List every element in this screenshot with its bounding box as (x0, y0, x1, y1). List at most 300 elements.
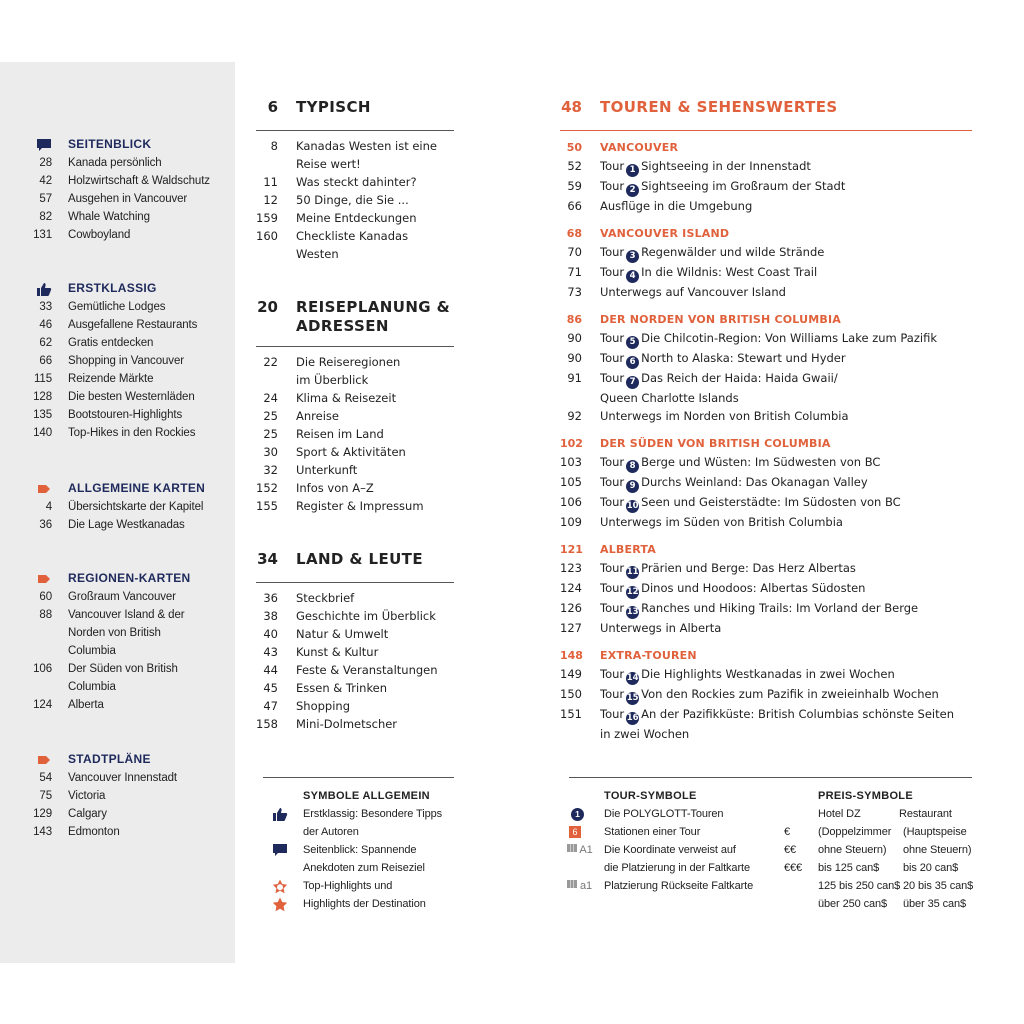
page-number: 73 (567, 285, 582, 299)
legend-text: der Autoren (303, 826, 359, 838)
page-number: 54 (39, 772, 52, 784)
item-label: Was steckt dahinter? (296, 175, 417, 189)
list-item (560, 685, 972, 705)
item-label: Columbia (68, 645, 116, 657)
item-text: Unterwegs im Süden von British Columbia (600, 515, 843, 529)
page-number: 32 (263, 463, 278, 477)
item-label: Die besten Westernläden (68, 391, 195, 403)
list-item (560, 513, 972, 531)
item-label: Großraum Vancouver (68, 591, 176, 603)
page-number: 8 (270, 139, 278, 153)
tour-word: Tour (600, 159, 625, 173)
item-label (600, 263, 972, 283)
tour-word: Tour (600, 707, 625, 721)
page-number: 52 (567, 159, 582, 173)
item-label: im Überblick (296, 373, 369, 387)
list-item (0, 805, 235, 823)
thumbs-up-icon (36, 282, 52, 296)
list-item (256, 209, 454, 227)
page-number: 4 (45, 501, 52, 513)
section-header (560, 96, 972, 131)
item-label (600, 407, 972, 425)
item-label: Reisen im Land (296, 427, 384, 441)
page-number: 25 (263, 427, 278, 441)
subsection-header (560, 139, 972, 157)
page-number: 115 (33, 373, 52, 385)
sidebar-section-stadtplaene (0, 751, 235, 841)
section-title: REGIONEN-KARTEN (68, 571, 191, 585)
item-label: Ausgefallene Restaurants (68, 319, 198, 331)
tour-number-badge: 14 (626, 673, 639, 683)
list-item (256, 661, 454, 679)
page-number: 88 (39, 609, 52, 621)
price-header-restaurant: Restaurant (899, 808, 952, 820)
list-item (560, 369, 972, 389)
item-label: Sport & Aktivitäten (296, 445, 406, 459)
page-number: 155 (256, 499, 278, 513)
item-label: Feste & Veranstaltungen (296, 663, 438, 677)
page-number: 124 (33, 699, 52, 711)
section-title: TOUREN & SEHENSWERTES (600, 98, 838, 116)
list-item (0, 696, 235, 714)
item-text: Dinos und Hoodoos: Albertas Südosten (641, 581, 866, 595)
page-number: 124 (560, 581, 582, 595)
list-item (0, 406, 235, 424)
list-item (0, 678, 235, 696)
tour-word: Tour (600, 667, 625, 681)
list-item (560, 665, 972, 685)
item-label (600, 665, 972, 685)
tour-word: Tour (600, 475, 625, 489)
page-number: 45 (263, 681, 278, 695)
page-number: 91 (567, 371, 582, 385)
page-number: 38 (263, 609, 278, 623)
list-item (256, 425, 454, 443)
page-number: 43 (263, 645, 278, 659)
page-number: 128 (33, 391, 52, 403)
tour-word: Tour (600, 351, 625, 365)
item-label: Top-Hikes in den Rockies (68, 427, 196, 439)
page-number: 151 (560, 707, 582, 721)
list-item (256, 679, 454, 697)
price-restaurant: bis 20 can$ (903, 862, 959, 874)
item-label: Calgary (68, 808, 107, 820)
tour-number-badge: 13 (626, 607, 639, 617)
item-label (600, 513, 972, 531)
list-item (0, 642, 235, 660)
item-label: Die Lage Westkanadas (68, 519, 185, 531)
tour-word: Tour (600, 265, 625, 279)
list-item (0, 498, 235, 516)
map-coordinate: a1 (579, 880, 593, 892)
list-item (0, 606, 235, 624)
thumbs-up-icon (272, 807, 288, 827)
item-text: Sightseeing in der Innenstadt (641, 159, 811, 173)
page-number: 11 (263, 175, 278, 189)
tour-number-badge: 16 (626, 713, 639, 723)
section-title: ERSTKLASSIG (68, 281, 157, 295)
list-item (256, 227, 454, 245)
sidebar-section-erstklassig (0, 280, 235, 442)
item-text: Die Highlights Westkanadas in zwei Wochen (641, 667, 895, 681)
item-label (600, 685, 972, 705)
item-label: Mini-Dolmetscher (296, 717, 398, 731)
tour-number-badge: 7 (626, 376, 639, 389)
list-item (256, 389, 454, 407)
list-item (0, 660, 235, 678)
item-label (600, 619, 972, 637)
list-item (256, 607, 454, 625)
list-item (560, 177, 972, 197)
item-label (600, 369, 972, 389)
page-number: 131 (33, 229, 52, 241)
list-item (0, 172, 235, 190)
page-number: 22 (263, 355, 278, 369)
section-page: 48 (561, 98, 582, 116)
page-number: 152 (256, 481, 278, 495)
page-number: 30 (263, 445, 278, 459)
list-item (0, 334, 235, 352)
page-number: 106 (560, 495, 582, 509)
subsection-header (560, 435, 972, 453)
map-grid-icon (567, 841, 593, 859)
tour-badge-icon: 1 (571, 808, 584, 821)
item-label: Die Reiseregionen (296, 355, 401, 369)
tour-number-badge: 15 (626, 693, 639, 703)
legend-text: Stationen einer Tour (604, 826, 701, 838)
legend-text: Die POLYGLOTT-Touren (604, 808, 724, 820)
item-label: Checkliste Kanadas (296, 229, 409, 243)
item-label (600, 389, 972, 407)
price-symbol: €€ (784, 844, 797, 856)
item-text: Ausflüge in die Umgebung (600, 199, 753, 213)
subsection-header (560, 541, 972, 559)
tour-number-badge: 9 (626, 480, 639, 493)
list-item (560, 157, 972, 177)
item-label (600, 473, 972, 493)
item-text: Queen Charlotte Islands (600, 391, 739, 405)
page-number: 44 (263, 663, 278, 677)
subsection-header (560, 647, 972, 665)
price-header-hotel: Hotel DZ (818, 808, 861, 820)
item-label: Reise wert! (296, 157, 361, 171)
price-restaurant: über 35 can$ (903, 898, 967, 910)
page-number: 126 (560, 601, 582, 615)
item-text: Seen und Geisterstädte: Im Südosten von BC (641, 495, 901, 509)
list-item (256, 353, 454, 371)
item-text: An der Pazifikküste: British Columbias schönste Seiten (641, 707, 954, 721)
subsection-title: DER SÜDEN VON BRITISH COLUMBIA (600, 437, 831, 450)
item-label: Kanada persönlich (68, 157, 162, 169)
page-number: 42 (39, 175, 52, 187)
speech-bubble-icon (36, 138, 52, 152)
page-number: 28 (39, 157, 52, 169)
list-item (256, 643, 454, 661)
list-item (0, 624, 235, 642)
item-label: Ausgehen in Vancouver (68, 193, 188, 205)
list-item (560, 389, 972, 407)
list-item (256, 191, 454, 209)
sidebar-section-allgemeine-karten (0, 480, 235, 534)
page-number: 36 (263, 591, 278, 605)
list-item (256, 625, 454, 643)
item-text: Unterwegs auf Vancouver Island (600, 285, 786, 299)
page-number: 36 (39, 519, 52, 531)
page-number: 90 (567, 331, 582, 345)
section-typisch (256, 96, 454, 263)
subsection-title: VANCOUVER ISLAND (600, 227, 730, 240)
list-item (0, 588, 235, 606)
item-label: Edmonton (68, 826, 120, 838)
item-label (600, 349, 972, 369)
subsection-header (560, 311, 972, 329)
item-label: Kunst & Kultur (296, 645, 379, 659)
list-item (560, 197, 972, 215)
list-item (0, 769, 235, 787)
item-label: Klima & Reisezeit (296, 391, 397, 405)
tour-word: Tour (600, 371, 625, 385)
station-badge-icon: 6 (569, 826, 581, 838)
item-label: 50 Dinge, die Sie ... (296, 193, 409, 207)
list-item (0, 298, 235, 316)
subsection-page: 86 (566, 313, 582, 326)
item-label: Shopping (296, 699, 351, 713)
price-hotel: (Doppelzimmer (818, 826, 892, 838)
section-page: 20 (257, 298, 278, 316)
item-text: North to Alaska: Stewart und Hyder (641, 351, 846, 365)
item-label: Columbia (68, 681, 116, 693)
section-page: 34 (257, 550, 278, 568)
section-touren (560, 96, 972, 743)
list-item (256, 479, 454, 497)
tour-word: Tour (600, 601, 625, 615)
page-number: 106 (33, 663, 52, 675)
item-label: Gemütliche Lodges (68, 301, 166, 313)
page-number: 92 (567, 409, 582, 423)
item-label (600, 599, 972, 619)
price-hotel: 125 bis 250 can$ (818, 880, 901, 892)
legend-title: PREIS-SYMBOLE (818, 790, 913, 802)
divider (263, 777, 454, 778)
item-label (600, 453, 972, 473)
item-text: in zwei Wochen (600, 727, 690, 741)
item-label: Bootstouren-Highlights (68, 409, 183, 421)
list-item (560, 559, 972, 579)
page-number: 40 (263, 627, 278, 641)
item-label: Der Süden von British (68, 663, 178, 675)
item-label: Holzwirtschaft & Waldschutz (68, 175, 210, 187)
item-label: Alberta (68, 699, 104, 711)
subsection-page: 102 (560, 437, 583, 450)
item-text: Prärien und Berge: Das Herz Albertas (641, 561, 856, 575)
item-label: Register & Impressum (296, 499, 424, 513)
item-label: Vancouver Island & der (68, 609, 185, 621)
page-number: 160 (256, 229, 278, 243)
tour-number-badge: 10 (626, 501, 639, 511)
item-text: Von den Rockies zum Pazifik in zweieinhalb Wochen (641, 687, 939, 701)
item-label (600, 493, 972, 513)
list-item (0, 424, 235, 442)
page-number: 62 (39, 337, 52, 349)
item-label (600, 329, 972, 349)
arrow-tag-icon (36, 482, 52, 496)
section-header (256, 548, 454, 583)
item-label: Victoria (68, 790, 106, 802)
page-number: 105 (560, 475, 582, 489)
legend-text: Erstklassig: Besondere Tipps (303, 808, 443, 820)
subsection-title: ALBERTA (600, 543, 656, 556)
item-text: In die Wildnis: West Coast Trail (641, 265, 818, 279)
list-item (0, 516, 235, 534)
section-header (256, 96, 454, 131)
price-symbol: € (784, 826, 791, 838)
list-item (560, 453, 972, 473)
price-restaurant: ohne Steuern) (903, 844, 972, 856)
page-number: 103 (560, 455, 582, 469)
list-item (256, 697, 454, 715)
page-number: 143 (33, 826, 52, 838)
page-number: 59 (567, 179, 582, 193)
legend-text: Platzierung Rückseite Faltkarte (604, 880, 754, 892)
page-number: 12 (263, 193, 278, 207)
item-label: Infos von A–Z (296, 481, 374, 495)
item-label (600, 705, 972, 725)
map-coordinate: A1 (579, 844, 593, 856)
page-number: 109 (560, 515, 582, 529)
item-text: Berge und Wüsten: Im Südwesten von BC (641, 455, 881, 469)
section-title: ALLGEMEINE KARTEN (68, 481, 206, 495)
sidebar-section-regionen-karten (0, 570, 235, 714)
tour-number-badge: 8 (626, 460, 639, 473)
item-label (600, 177, 972, 197)
item-label (600, 283, 972, 301)
tour-number-badge: 4 (626, 270, 639, 283)
subsection-header (560, 225, 972, 243)
item-label (600, 157, 972, 177)
list-item (0, 787, 235, 805)
subsection-page: 68 (566, 227, 582, 240)
list-item (560, 493, 972, 513)
tour-number-badge: 11 (626, 567, 639, 577)
subsection-title: VANCOUVER (600, 141, 679, 154)
tour-word: Tour (600, 455, 625, 469)
tour-word: Tour (600, 331, 625, 345)
item-label: Anreise (296, 409, 339, 423)
star-icon (272, 897, 288, 919)
tour-number-badge: 5 (626, 336, 639, 349)
page-number: 158 (256, 717, 278, 731)
item-label: Kanadas Westen ist eine (296, 139, 437, 153)
item-text: Ranches und Hiking Trails: Im Vorland der Berge (641, 601, 919, 615)
price-hotel: über 250 can$ (818, 898, 888, 910)
list-item (0, 370, 235, 388)
tour-number-badge: 3 (626, 250, 639, 263)
item-text: Sightseeing im Großraum der Stadt (641, 179, 846, 193)
section-title: SEITENBLICK (68, 137, 152, 151)
tour-word: Tour (600, 179, 625, 193)
legend-title: SYMBOLE ALLGEMEIN (303, 790, 430, 802)
tour-number-badge: 12 (626, 587, 639, 597)
section-reiseplanung (256, 296, 454, 515)
list-item (0, 226, 235, 244)
arrow-tag-icon (36, 572, 52, 586)
list-item (560, 579, 972, 599)
legend-text: Top-Highlights und (303, 880, 393, 892)
list-item (256, 137, 454, 155)
subsection-title: DER NORDEN VON BRITISH COLUMBIA (600, 313, 841, 326)
legend-title: TOUR-SYMBOLE (604, 790, 697, 802)
list-item (256, 497, 454, 515)
section-page: 6 (267, 98, 278, 116)
section-title: LAND & LEUTE (296, 550, 423, 568)
item-label: Cowboyland (68, 229, 131, 241)
item-text: Das Reich der Haida: Haida Gwaii/ (641, 371, 838, 385)
page-number: 82 (39, 211, 52, 223)
list-item (560, 725, 972, 743)
list-item (256, 443, 454, 461)
map-grid-icon (567, 877, 592, 895)
page-number: 60 (39, 591, 52, 603)
item-label: Steckbrief (296, 591, 355, 605)
list-item (0, 352, 235, 370)
item-label (600, 725, 972, 743)
page-number: 71 (567, 265, 582, 279)
page-number: 66 (39, 355, 52, 367)
item-label (600, 559, 972, 579)
subsection-title: EXTRA-TOUREN (600, 649, 697, 662)
page-number: 123 (560, 561, 582, 575)
list-item (0, 823, 235, 841)
page-number: 150 (560, 687, 582, 701)
price-hotel: bis 125 can$ (818, 862, 880, 874)
item-text: Unterwegs im Norden von British Columbia (600, 409, 849, 423)
section-land-leute (256, 548, 454, 733)
list-item (256, 715, 454, 733)
list-item (560, 263, 972, 283)
page-number: 135 (33, 409, 52, 421)
list-item (560, 349, 972, 369)
tour-word: Tour (600, 245, 625, 259)
item-text: Die Chilcotin-Region: Von Williams Lake zum Pazifik (641, 331, 937, 345)
tour-word: Tour (600, 687, 625, 701)
item-label (600, 197, 972, 215)
price-symbol: €€€ (784, 862, 803, 874)
item-label: Übersichtskarte der Kapitel (68, 501, 204, 513)
legend-text: Seitenblick: Spannende (303, 844, 417, 856)
item-label: Gratis entdecken (68, 337, 154, 349)
section-title: TYPISCH (296, 98, 371, 116)
subsection-page: 148 (560, 649, 583, 662)
list-item (0, 316, 235, 334)
item-label: Shopping in Vancouver (68, 355, 184, 367)
item-text: Unterwegs in Alberta (600, 621, 722, 635)
list-item (560, 407, 972, 425)
list-item (256, 407, 454, 425)
page-number: 57 (39, 193, 52, 205)
item-label: Unterkunft (296, 463, 358, 477)
tour-word: Tour (600, 561, 625, 575)
tour-number-badge: 1 (626, 164, 639, 177)
item-label: Vancouver Innenstadt (68, 772, 178, 784)
tour-word: Tour (600, 581, 625, 595)
page-number: 90 (567, 351, 582, 365)
item-label (600, 579, 972, 599)
item-label: Geschichte im Überblick (296, 609, 436, 623)
legend-text: Die Koordinate verweist auf (604, 844, 736, 856)
speech-bubble-icon (272, 843, 288, 863)
page-number: 47 (263, 699, 278, 713)
page-number: 140 (33, 427, 52, 439)
